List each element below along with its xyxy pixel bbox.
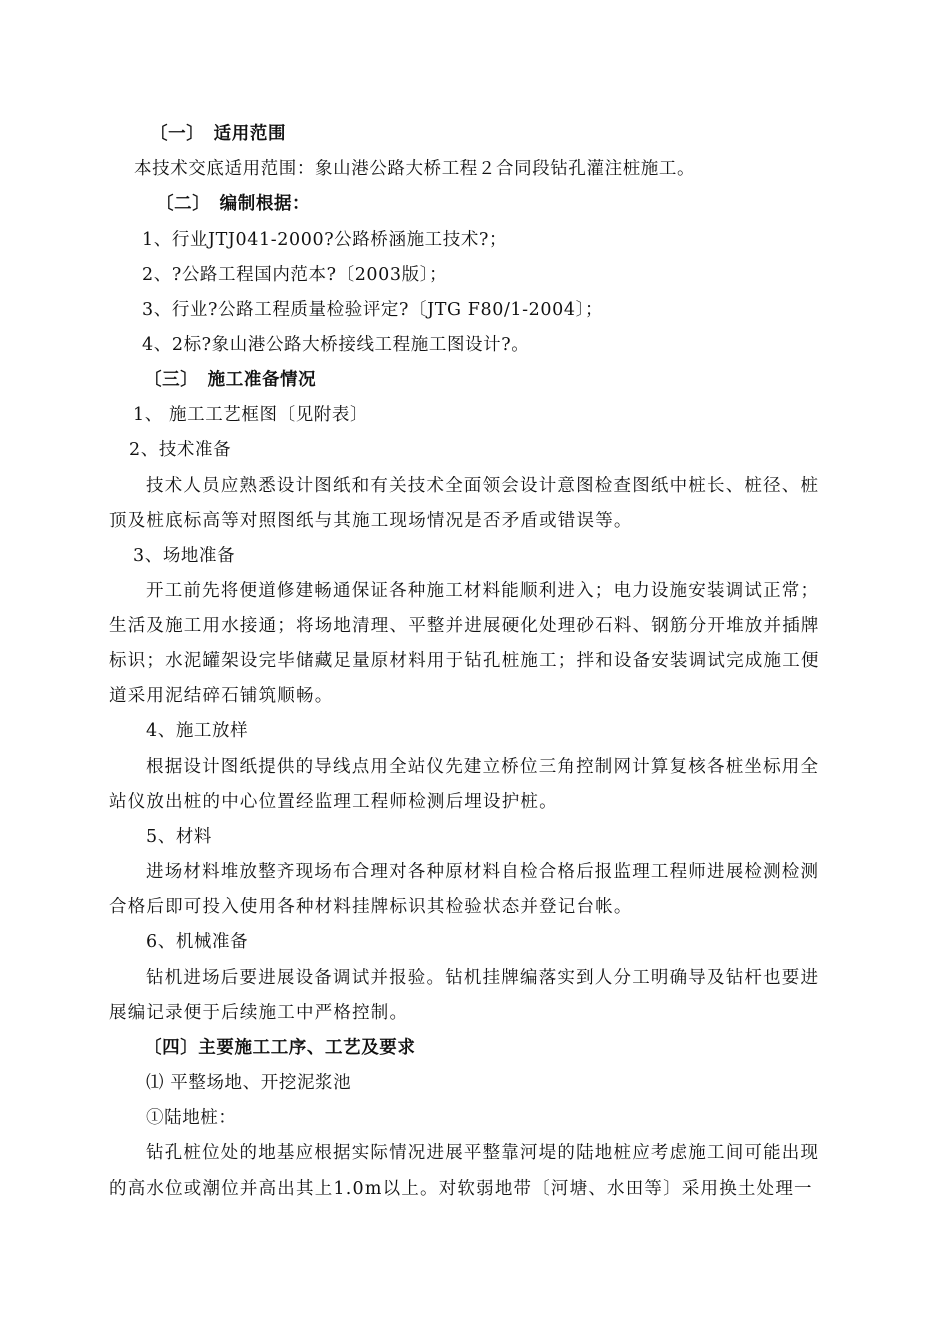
section-3-item-1: 1、 施工工艺框图〔见附表〕 xyxy=(133,405,369,425)
section-4-sub-1: ⑴ 平整场地、开挖泥浆池 xyxy=(146,1073,352,1093)
paragraph-line: 技术人员应熟悉设计图纸和有关技术全面领会设计意图检查图纸中桩长、桩径、桩 xyxy=(146,476,820,496)
section-3-item-2: 2、技术准备 xyxy=(129,440,232,460)
section-2-heading: 〔二〕 编制根据： xyxy=(156,194,311,214)
paragraph-line: 站仪放出桩的中心位置经监理工程师检测后埋设护桩。 xyxy=(109,792,558,812)
section-2-item-2: 2、?公路工程国内范本?〔2003版〕； xyxy=(142,265,448,285)
paragraph-line: 生活及施工用水接通；将场地清理、平整并进展硬化处理砂石料、钢筋分开堆放并插牌 xyxy=(109,616,820,636)
paragraph-line: 根据设计图纸提供的导线点用全站仪先建立桥位三角控制网计算复核各桩坐标用全 xyxy=(146,757,820,777)
section-2-item-4: 4、2标?象山港公路大桥接线工程施工图设计?。 xyxy=(142,335,530,355)
paragraph-line: 道采用泥结碎石铺筑顺畅。 xyxy=(109,686,334,706)
section-2-item-3: 3、行业?公路工程质量检验评定?〔JTG F80/1-2004〕； xyxy=(142,300,604,320)
section-1-text: 本技术交底适用范围：象山港公路大桥工程２合同段钻孔灌注桩施工。 xyxy=(134,159,696,179)
section-2-item-1: 1、行业JTJ041-2000?公路桥涵施工技术?； xyxy=(142,230,508,250)
paragraph-line: 的高水位或潮位并高出其上1.0m以上。对软弱地带〔河塘、水田等〕采用换土处理一 xyxy=(109,1179,813,1199)
section-1-heading: 〔一〕 适用范围 xyxy=(150,124,287,144)
paragraph-line: 标识；水泥罐架设完毕储藏足量原材料用于钻孔桩施工；拌和设备安装调试完成施工便 xyxy=(109,651,820,671)
paragraph-line: 进场材料堆放整齐现场布合理对各种原材料自检合格后报监理工程师进展检测检测 xyxy=(146,862,820,882)
section-3-item-6: 6、机械准备 xyxy=(146,932,249,952)
section-3-heading: 〔三〕 施工准备情况 xyxy=(144,370,317,390)
paragraph-line: 合格后即可投入使用各种材料挂牌标识其检验状态并登记台帐。 xyxy=(109,897,633,917)
section-3-item-4: 4、施工放样 xyxy=(146,721,249,741)
paragraph-line: 开工前先将便道修建畅通保证各种施工材料能顺利进入；电力设施安装调试正常； xyxy=(146,581,820,601)
paragraph-line: 钻机进场后要进展设备调试并报验。钻机挂牌编落实到人分工明确导及钻杆也要进 xyxy=(146,968,820,988)
paragraph-line: 顶及桩底标高等对照图纸与其施工现场情况是否矛盾或错误等。 xyxy=(109,511,633,531)
section-4-heading: 〔四〕主要施工工序、工艺及要求 xyxy=(144,1038,416,1058)
section-4-sub-1-a: ①陆地桩： xyxy=(146,1108,237,1128)
section-3-item-5: 5、材料 xyxy=(146,827,213,847)
paragraph-line: 展编记录便于后续施工中严格控制。 xyxy=(109,1003,409,1023)
section-3-item-3: 3、场地准备 xyxy=(133,546,236,566)
paragraph-line: 钻孔桩位处的地基应根据实际情况进展平整靠河堤的陆地桩应考虑施工间可能出现 xyxy=(146,1143,820,1163)
